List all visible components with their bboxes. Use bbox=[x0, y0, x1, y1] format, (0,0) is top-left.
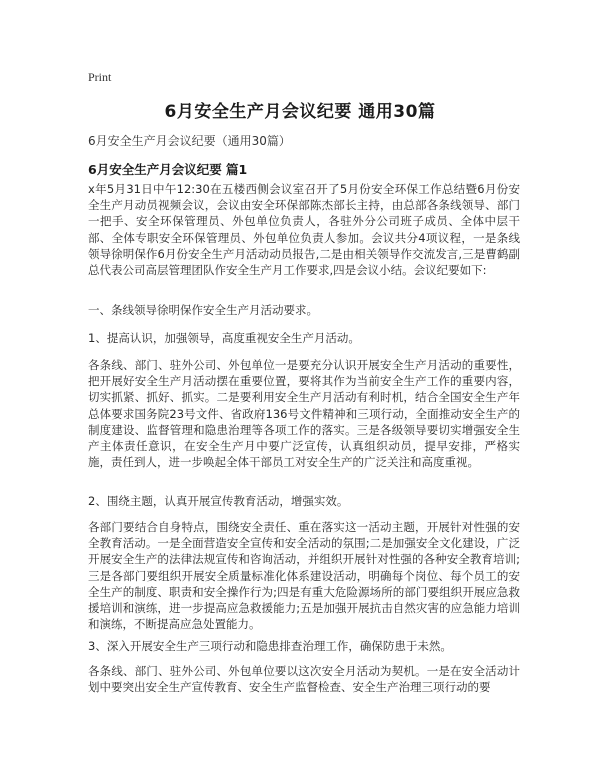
document-title: 6月安全生产月会议纪要 通用30篇 bbox=[164, 102, 436, 122]
section-heading: 6月安全生产月会议纪要 篇1 bbox=[88, 162, 248, 177]
paragraph-item-1: 1、提高认识，加强领导，高度重视安全生产月活动。 bbox=[88, 331, 360, 345]
paragraph-heading-1: 一、条线领导徐明保作安全生产月活动要求。 bbox=[88, 303, 318, 317]
paragraph-intro: x年5月31日中午12:30在五楼西侧会议室召开了5月份安全环保工作总结暨6月份安全生产月动员视频会议，会议由安全环保部陈杰部长主持，由总部各条线领导、部门一把手、安全环保管理员、外包单位负责人，各驻外分公司班子成员、全体中层干部、全体专职安全环保管理员、外包单位负责人参加。会议共分4项议程，一是条线领导徐明保作6月份安全生产月活动动员报告,二是由相关领导作交流发言,三是曹鹤副总代表公司高层管理团队作安全生产月工作要求,四是会议小结。会议纪要如下: bbox=[88, 182, 520, 278]
paragraph-body-1: 各条线、部门、驻外公司、外包单位一是要充分认识开展安全生产月活动的重要性，把开展好安全生产月活动摆在重要位置，要将其作为当前安全生产工作的重要内容，切实抓紧、抓好、抓实。二是要利用安全生产月活动有利时机，结合全国安全生产年总体要求国务院23号文件、省政府136号文件精神和三项行动，全面推动安全生产的制度建设、监督管理和隐患治理等各项工作的落实。三是各级领导要切实增强安全生产主体责任意识，在安全生产月中要广泛宣传，认真组织动员，提早安排，严格实施，责任到人，进一步唤起全体干部员工对安全生产的广泛关注和高度重视。 bbox=[88, 358, 520, 470]
paragraph-body-2: 各部门要结合自身特点，围绕安全责任、重在落实这一活动主题，开展针对性强的安全教育活动。一是全面营造安全宣传和安全活动的氛围;二是加强安全文化建设，广泛开展安全生产的法律法规宣传和咨询活动，并组织开展针对性强的各种安全教育培训;三是各部门要组织开展安全质量标准化体系建设活动，明确每个岗位、每个员工的安全生产的制度、职责和安全操作行为;四是有重大危险源场所的部门要组织开展应急救援培训和演练，进一步提高应急救援能力;五是加强开展抗击自然灾害的应急能力培训和演练，不断提高应急处置能力。 bbox=[88, 520, 520, 632]
document-subtitle: 6月安全生产月会议纪要（通用30篇） bbox=[88, 134, 291, 148]
paragraph-item-3: 3、深入开展安全生产三项行动和隐患排查治理工作，确保防患于未然。 bbox=[88, 639, 452, 653]
paragraph-item-2: 2、围绕主题，认真开展宣传教育活动，增强实效。 bbox=[88, 494, 349, 508]
print-label[interactable]: Print bbox=[88, 70, 112, 84]
paragraph-body-3: 各条线、部门、驻外公司、外包单位要以这次安全月活动为契机。一是在安全活动计划中要突出安全生产宣传教育、安全生产监督检查、安全生产治理三项行动的要 bbox=[88, 664, 520, 695]
